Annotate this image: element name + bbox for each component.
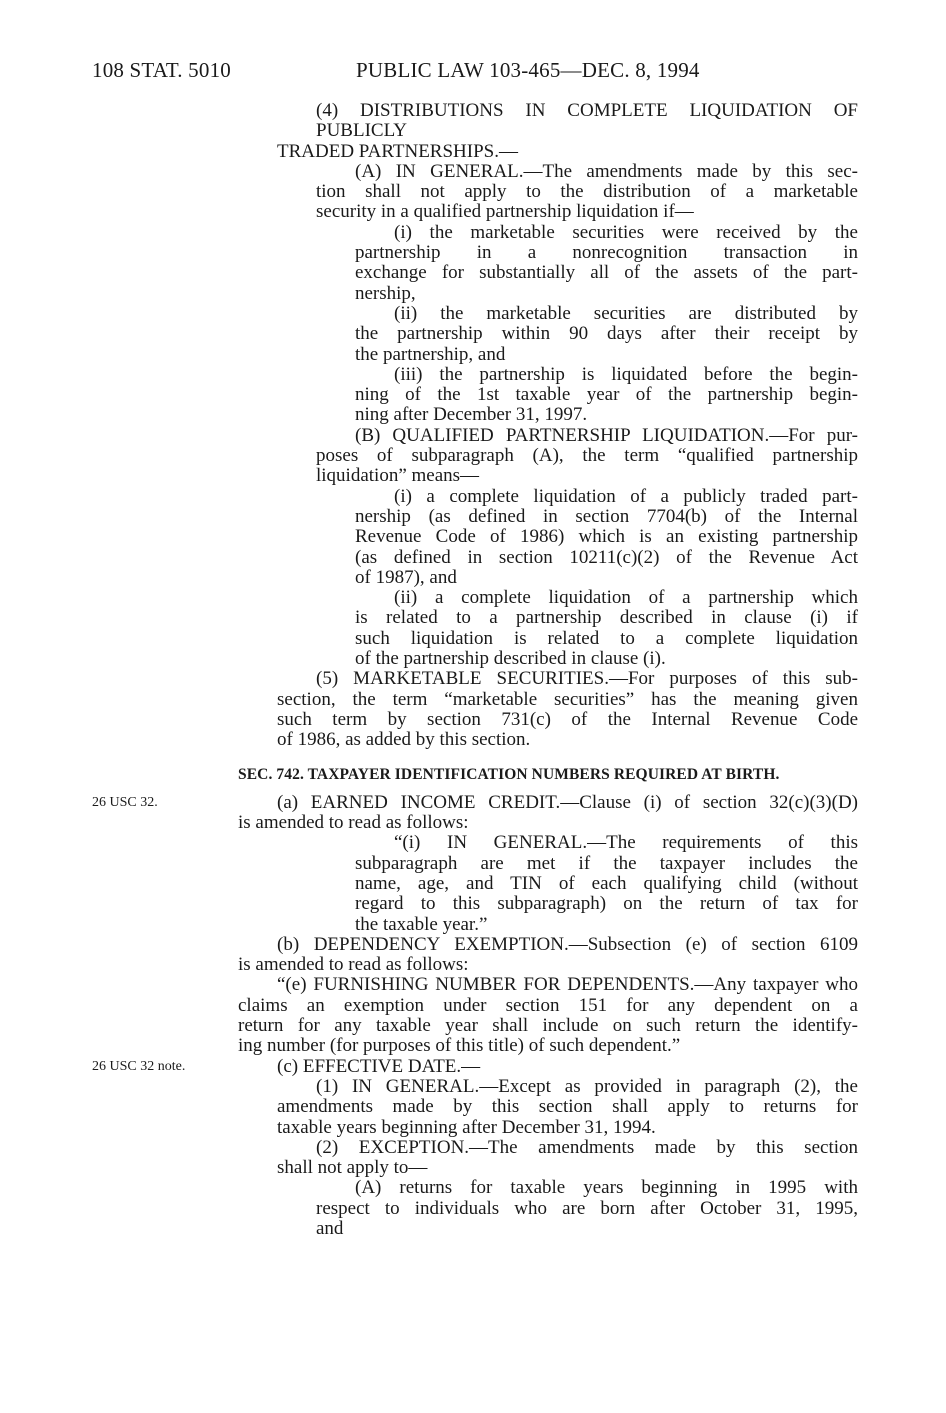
text-line: (5) MARKETABLE SECURITIES.—For purposes of this sub- xyxy=(316,668,858,690)
text-line: such term by section 731(c) of the Internal Revenue Code xyxy=(277,708,858,730)
text-line: is amended to read as follows: xyxy=(238,812,469,834)
text-line: is amended to read as follows: xyxy=(238,954,469,976)
text-line: section, the term “marketable securities” has the meaning given xyxy=(277,688,858,710)
text-line: partnership in a nonrecognition transaction in xyxy=(355,242,858,264)
text-line: return for any taxable year shall include on such return the identify- xyxy=(238,1015,858,1037)
text-line: of 1986, as added by this section. xyxy=(277,729,531,751)
text-line: (A) returns for taxable years beginning in 1995 with xyxy=(355,1177,858,1199)
text-line: liquidation” means— xyxy=(316,465,480,487)
text-line: ning after December 31, 1997. xyxy=(355,404,588,426)
text-line: (ii) the marketable securities are distributed by xyxy=(394,302,858,324)
text-line: (iii) the partnership is liquidated before the begin- xyxy=(394,363,858,385)
text-line: “(e) FURNISHING NUMBER FOR DEPENDENTS.—Any taxpayer who xyxy=(277,974,858,996)
text-line: “(i) IN GENERAL.—The requirements of this xyxy=(394,832,858,854)
text-line: claims an exemption under section 151 for any dependent on a xyxy=(238,994,858,1016)
text-line: shall not apply to— xyxy=(277,1157,428,1179)
page-header-title: PUBLIC LAW 103-465—DEC. 8, 1994 xyxy=(356,58,700,82)
text-line: (1) IN GENERAL.—Except as provided in paragraph (2), the xyxy=(316,1075,858,1097)
text-line: (A) IN GENERAL.—The amendments made by this sec- xyxy=(355,160,858,182)
text-line: ning of the 1st taxable year of the partnership begin- xyxy=(355,384,858,406)
text-line: of the partnership described in clause (i). xyxy=(355,648,666,670)
text-line: taxable years beginning after December 31, 1994. xyxy=(277,1116,656,1138)
text-line: (i) a complete liquidation of a publicly traded part- xyxy=(394,485,858,507)
text-line: security in a qualified partnership liquidation if— xyxy=(316,201,694,223)
text-line: (as defined in section 10211(c)(2) of the Revenue Act xyxy=(355,546,858,568)
text-line: of 1987), and xyxy=(355,566,457,588)
text-line: nership, xyxy=(355,282,416,304)
text-line: (b) DEPENDENCY EXEMPTION.—Subsection (e) of section 6109 xyxy=(277,933,858,955)
text-line: is related to a partnership described in clause (i) if xyxy=(355,607,858,629)
text-line: such liquidation is related to a complete liquidation xyxy=(355,627,858,649)
document-body xyxy=(92,101,858,1239)
text-line: the taxable year.” xyxy=(355,913,488,935)
text-line: exchange for substantially all of the assets of the part- xyxy=(355,262,858,284)
text-line: 26 USC 32. (a) EARNED INCOME CREDIT.—Clause (i) of section 32(c)(3)(D) xyxy=(92,791,858,813)
section-heading: SEC. 742. TAXPAYER IDENTIFICATION NUMBERS REQUIRED AT BIRTH. xyxy=(238,765,780,783)
margin-citation: 26 USC 32. xyxy=(92,794,158,810)
text-line: subparagraph are met if the taxpayer includes the xyxy=(355,852,858,874)
text-line: and xyxy=(316,1218,344,1240)
text-line: the partnership within 90 days after their receipt by xyxy=(355,323,858,345)
text-line: tion shall not apply to the distribution of a marketable xyxy=(316,181,858,203)
text-line: name, age, and TIN of each qualifying child (without xyxy=(355,872,858,894)
text-line: TRADED PARTNERSHIPS.— xyxy=(277,140,518,162)
text-line: nership (as defined in section 7704(b) of the Internal xyxy=(355,505,858,527)
text-line: (ii) a complete liquidation of a partnership which xyxy=(394,587,858,609)
text-line: poses of subparagraph (A), the term “qualified partnership xyxy=(316,445,858,467)
text-line: amendments made by this section shall apply to returns for xyxy=(277,1096,858,1118)
text-line: (B) QUALIFIED PARTNERSHIP LIQUIDATION.—For pur- xyxy=(355,424,858,446)
text-line: (4) DISTRIBUTIONS IN COMPLETE LIQUIDATION OF PUBLICLY xyxy=(316,100,858,142)
statute-page-number: 108 STAT. 5010 xyxy=(92,58,231,82)
margin-citation: 26 USC 32 note. xyxy=(92,1058,186,1074)
text-line: (2) EXCEPTION.—The amendments made by this section xyxy=(316,1136,858,1158)
text-line: (i) the marketable securities were received by the xyxy=(394,221,858,243)
text-line: respect to individuals who are born after October 31, 1995, xyxy=(316,1197,858,1219)
text-line: ing number (for purposes of this title) of such dependent.” xyxy=(238,1035,681,1057)
text-line: 26 USC 32 note. (c) EFFECTIVE DATE.— xyxy=(92,1055,481,1077)
text-line: the partnership, and xyxy=(355,343,506,365)
text-line: Revenue Code of 1986) which is an existing partnership xyxy=(355,526,858,548)
text-line: regard to this subparagraph) on the return of tax for xyxy=(355,893,858,915)
